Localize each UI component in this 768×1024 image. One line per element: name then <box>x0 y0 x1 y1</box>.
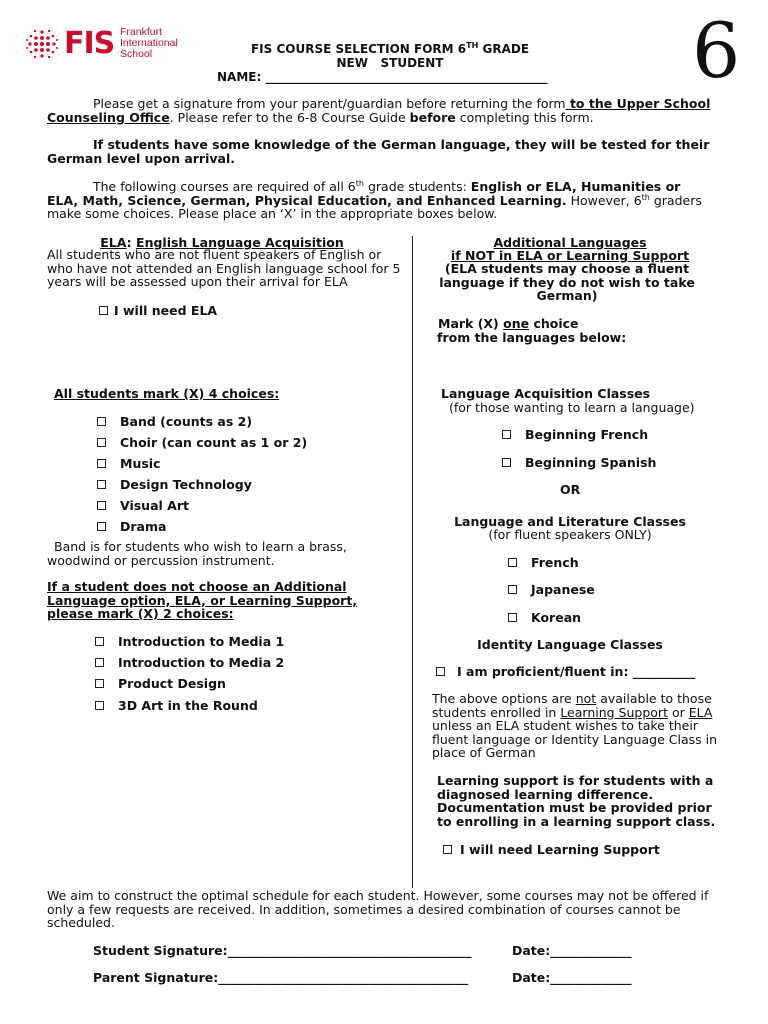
proficient-checkbox[interactable]: I am proficient/fluent in: __________ <box>436 664 695 679</box>
additional-languages-sub: if NOT in ELA or Learning Support <box>450 248 690 263</box>
parent-date-line[interactable]: Date:_____________ <box>512 970 632 985</box>
globe-dots-icon <box>22 24 62 64</box>
logo-name-line: International <box>120 37 178 49</box>
checkbox-icon[interactable] <box>508 613 517 622</box>
choice-visual-art[interactable]: Visual Art <box>97 498 189 513</box>
checkbox-icon[interactable] <box>95 637 104 646</box>
choice-japanese[interactable]: Japanese <box>508 582 595 597</box>
need-ela-checkbox[interactable]: I will need ELA <box>99 303 217 318</box>
choice-french[interactable]: French <box>508 555 579 570</box>
checkbox-icon[interactable] <box>97 438 106 447</box>
choice-product-design[interactable]: Product Design <box>95 676 226 691</box>
mark-4-heading: All students mark (X) 4 choices: <box>54 386 280 401</box>
checkbox-icon[interactable] <box>97 522 106 531</box>
choice-design-technology[interactable]: Design Technology <box>97 477 252 492</box>
student-signature-line[interactable]: Student Signature:_______________________________________ <box>93 943 472 958</box>
acquisition-heading: Language Acquisition Classes <box>441 386 651 401</box>
fis-logo <box>22 24 192 64</box>
intro-paragraph-3: The following courses are required of all 6th grade students: English or ELA, Humanities or ELA, Math, Science, German, Physical Education, and Enhanced Learning. However, 6th graders make some choices. Please place an ‘X’ in the appropriate boxes below. <box>47 178 702 221</box>
checkbox-icon[interactable] <box>97 480 106 489</box>
checkbox-icon[interactable] <box>97 459 106 468</box>
checkbox-icon[interactable] <box>508 585 517 594</box>
additional-languages-note: (ELA students may choose a fluent language if they do not wish to take German) <box>439 261 695 303</box>
checkbox-icon[interactable] <box>95 679 104 688</box>
intro-paragraph-1: Please get a signature from your parent/guardian before returning the form to the Upper School Counseling Office. Please refer to the 6-8 Course Guide before completing this form. <box>47 96 711 125</box>
mark-one-instruction: Mark (X) one choice from the languages below: <box>437 316 627 345</box>
ela-heading: ELA: English Language Acquisition <box>100 235 344 250</box>
choice-band[interactable]: Band (counts as 2) <box>97 414 252 429</box>
form-subtitle: NEW STUDENT <box>336 56 444 70</box>
logo-name <box>120 27 178 60</box>
logo-name-line: Frankfurt <box>120 26 163 38</box>
checkbox-icon[interactable] <box>436 667 445 676</box>
checkbox-icon[interactable] <box>97 501 106 510</box>
column-divider <box>412 236 413 888</box>
literature-heading: Language and Literature Classes <box>454 514 686 529</box>
logo-abbr: FIS <box>64 26 115 61</box>
learning-support-note: Learning support is for students with a diagnosed learning difference. Documentation must be provided prior to enrolling in a learning support class. <box>437 773 716 829</box>
availability-note: The above options are not available to those students enrolled in Learning Support or ELA unless an ELA student wishes to take their fluent language or Identity Language Class in place of German <box>432 691 718 760</box>
name-field[interactable]: NAME: _______________________________________________ <box>217 70 548 84</box>
checkbox-icon[interactable] <box>502 430 511 439</box>
choice-3d-art[interactable]: 3D Art in the Round <box>95 698 258 713</box>
schedule-note: We aim to construct the optimal schedule for each student. However, some courses may not be offered if only a few requests are received. In addition, sometimes a desired combination of courses cannot be scheduled. <box>47 888 709 930</box>
choice-beginning-spanish[interactable]: Beginning Spanish <box>502 455 656 470</box>
choice-choir[interactable]: Choir (can count as 1 or 2) <box>97 435 307 450</box>
identity-heading: Identity Language Classes <box>477 637 663 652</box>
or-label: OR <box>560 482 581 497</box>
checkbox-icon[interactable] <box>508 558 517 567</box>
intro-paragraph-2: If students have some knowledge of the German language, they will be tested for their German level upon arrival. <box>47 137 710 166</box>
checkbox-icon[interactable] <box>97 417 106 426</box>
choice-drama[interactable]: Drama <box>97 519 166 534</box>
checkbox-icon[interactable] <box>95 658 104 667</box>
choice-intro-media-2[interactable]: Introduction to Media 2 <box>95 655 284 670</box>
choice-beginning-french[interactable]: Beginning French <box>502 427 648 442</box>
form-title: FIS COURSE SELECTION FORM 6TH GRADE <box>250 41 530 56</box>
literature-sub: (for fluent speakers ONLY) <box>488 527 652 542</box>
need-learning-support-checkbox[interactable]: I will need Learning Support <box>443 842 660 857</box>
grade-number: 6 <box>692 6 741 95</box>
checkbox-icon[interactable] <box>502 458 511 467</box>
student-date-line[interactable]: Date:_____________ <box>512 943 632 958</box>
checkbox-icon[interactable] <box>95 701 104 710</box>
additional-languages-heading: Additional Languages <box>493 235 647 250</box>
choice-music[interactable]: Music <box>97 456 160 471</box>
checkbox-icon[interactable] <box>99 306 108 315</box>
band-note: Band is for students who wish to learn a brass, woodwind or percussion instrument. <box>47 539 347 568</box>
parent-signature-line[interactable]: Parent Signature:________________________________________ <box>93 970 469 985</box>
ela-description: All students who are not fluent speakers of English or who have not attended an English language school for 5 years will be assessed upon their arrival for ELA <box>47 247 401 289</box>
choice-intro-media-1[interactable]: Introduction to Media 1 <box>95 634 284 649</box>
mark-2-heading: If a student does not choose an Additional Language option, ELA, or Learning Support, please mark (X) 2 choices: <box>47 579 358 621</box>
acquisition-sub: (for those wanting to learn a language) <box>449 400 695 415</box>
checkbox-icon[interactable] <box>443 845 452 854</box>
logo-name-line: School <box>120 48 153 60</box>
choice-korean[interactable]: Korean <box>508 610 581 625</box>
